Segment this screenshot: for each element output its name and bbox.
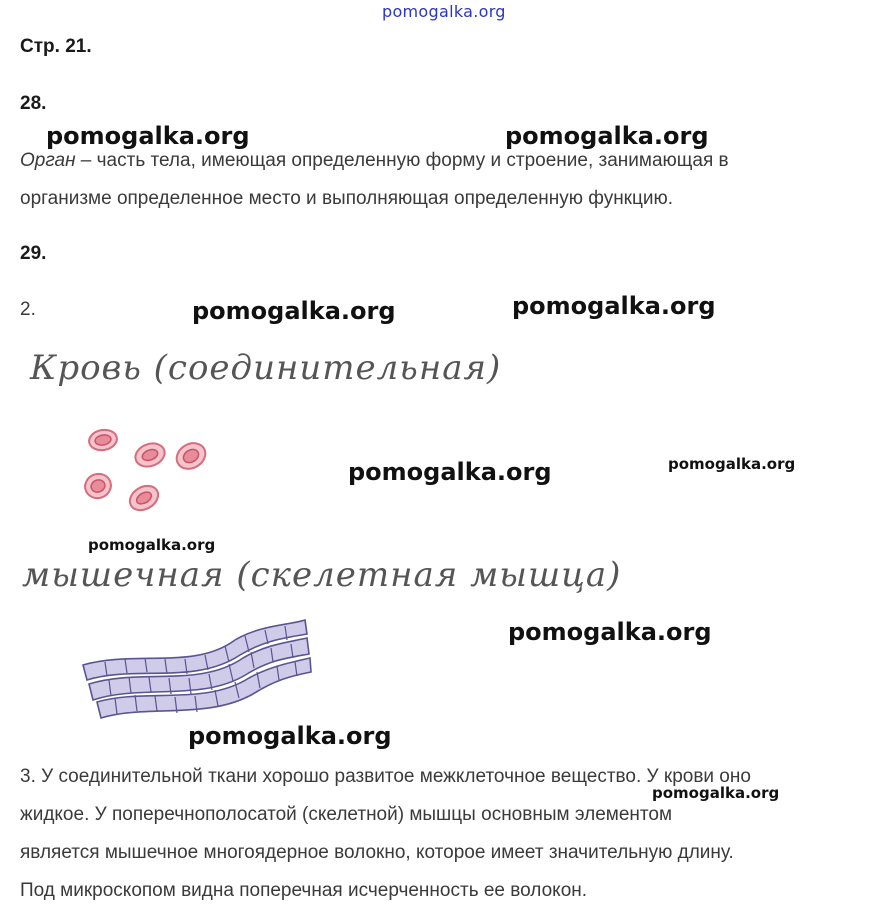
watermark-text: pomogalka.org (188, 722, 392, 750)
definition-text: – часть тела, имеющая определенную форму и строение, занимающая в (75, 150, 729, 171)
item-3-line: является мышечное многоядерное волокно, которое имеет значительную длину. (20, 842, 734, 863)
watermark-text: pomogalka.org (652, 784, 780, 802)
muscle-fibers-drawing (75, 610, 315, 725)
item-3-line: жидкое. У поперечнополосатой (скелетной) мышцы основным элементом (20, 804, 673, 825)
blood-cells-drawing (70, 420, 230, 520)
definition-line-2: организме определенное место и выполняющая определенную функцию. (20, 188, 674, 209)
watermark-text: pomogalka.org (668, 455, 796, 473)
handwritten-blood-label: Кровь (соединительная) (30, 348, 502, 388)
term-organ: Орган (20, 150, 76, 171)
watermark-text: pomogalka.org (505, 122, 709, 150)
task-29-number: 29. (20, 243, 47, 264)
top-watermark: pomogalka.org (382, 2, 506, 21)
watermark-text: pomogalka.org (192, 297, 396, 325)
task-28-definition (20, 142, 870, 218)
watermark-text: pomogalka.org (508, 618, 712, 646)
task-28-number: 28. (20, 93, 47, 114)
definition-line-1 (20, 142, 870, 180)
item-3-text (20, 758, 878, 910)
item-3-line: Под микроскопом видна поперечная исчерченность ее волокон. (20, 880, 588, 901)
watermark-text: pomogalka.org (348, 458, 552, 486)
item-3-line: 3. У соединительной ткани хорошо развитое межклеточное вещество. У крови оно (20, 766, 751, 787)
item-2-label: 2. (20, 299, 36, 320)
watermark-text: pomogalka.org (88, 536, 216, 554)
page-heading: Стр. 21. (20, 36, 92, 57)
watermark-text: pomogalka.org (512, 292, 716, 320)
watermark-text: pomogalka.org (46, 122, 250, 150)
handwritten-muscle-label: мышечная (скелетная мышца) (22, 555, 622, 595)
